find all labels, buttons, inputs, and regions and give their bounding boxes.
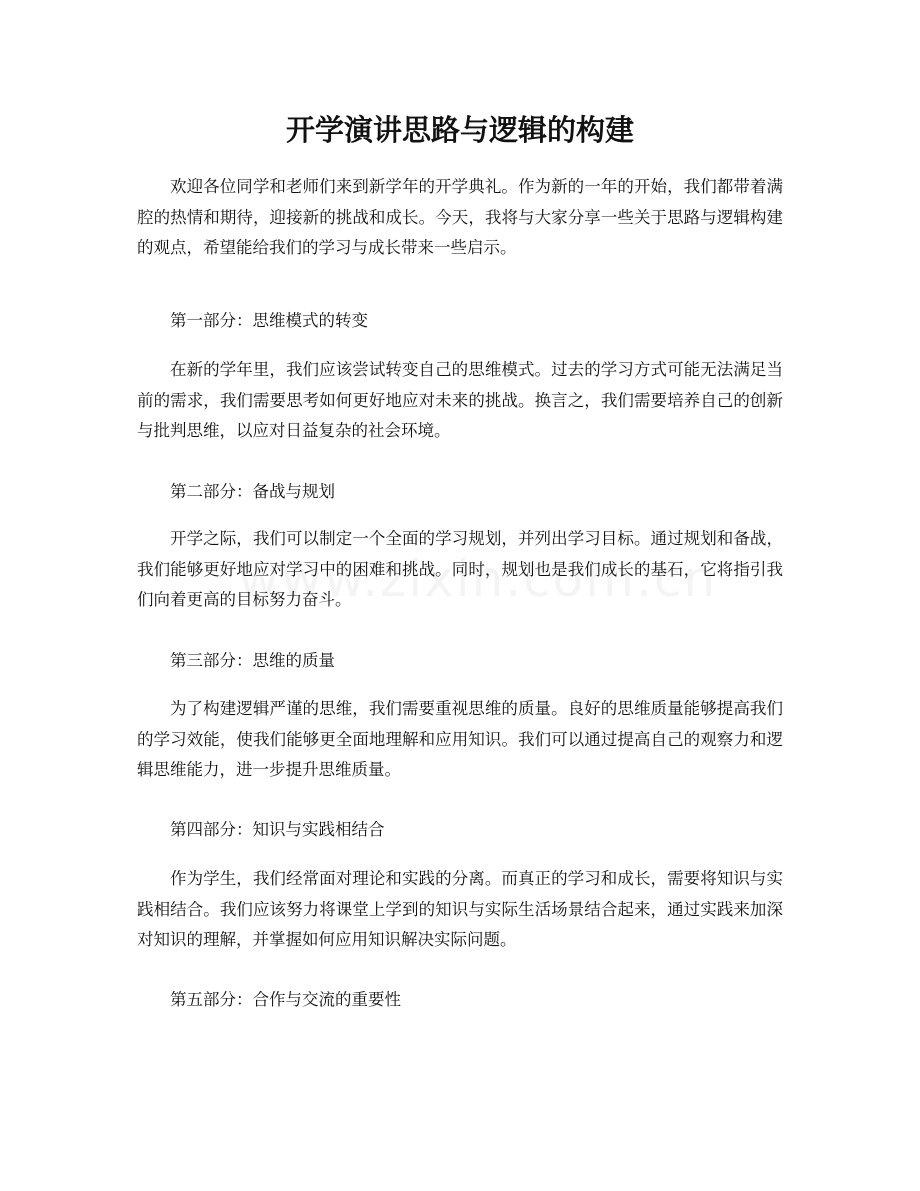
section-2-heading: 第二部分：备战与规划 <box>170 482 335 501</box>
page-title: 开学演讲思路与逻辑的构建 <box>285 113 634 147</box>
section-3-paragraph: 为了构建逻辑严谨的思维，我们需要重视思维的质量。良好的思维质量能够提高我们的学习效能，使我们能够更全面地理解和应用知识。我们可以通过提高自己的观察力和逻辑思维能力，进一步提升思维质量。 <box>137 699 783 779</box>
section-1-heading: 第一部分：思维模式的转变 <box>170 311 368 330</box>
intro-paragraph: 欢迎各位同学和老师们来到新学年的开学典礼。作为新的一年的开始，我们都带着满腔的热情和期待，迎接新的挑战和成长。今天，我将与大家分享一些关于思路与逻辑构建的观点，希望能给我们的学习与成长带来一些启示。 <box>137 177 783 257</box>
section-3-heading: 第三部分：思维的质量 <box>170 651 335 670</box>
section-4-heading: 第四部分：知识与实践相结合 <box>170 820 385 839</box>
section-4-paragraph: 作为学生，我们经常面对理论和实践的分离。而真正的学习和成长，需要将知识与实践相结合。我们应该努力将课堂上学到的知识与实际生活场景结合起来，通过实践来加深对知识的理解，并掌握如何应用知识解决实际问题。 <box>137 869 783 949</box>
section-1-paragraph: 在新的学年里，我们应该尝试转变自己的思维模式。过去的学习方式可能无法满足当前的需求，我们需要思考如何更好地应对未来的挑战。换言之，我们需要培养自己的创新与批判思维，以应对日益复杂的社会环境。 <box>137 360 783 440</box>
section-5-heading: 第五部分：合作与交流的重要性 <box>170 990 401 1009</box>
section-2-paragraph: 开学之际，我们可以制定一个全面的学习规划，并列出学习目标。通过规划和备战，我们能够更好地应对学习中的困难和挑战。同时，规划也是我们成长的基石，它将指引我们向着更高的目标努力奋斗。 <box>137 529 783 609</box>
